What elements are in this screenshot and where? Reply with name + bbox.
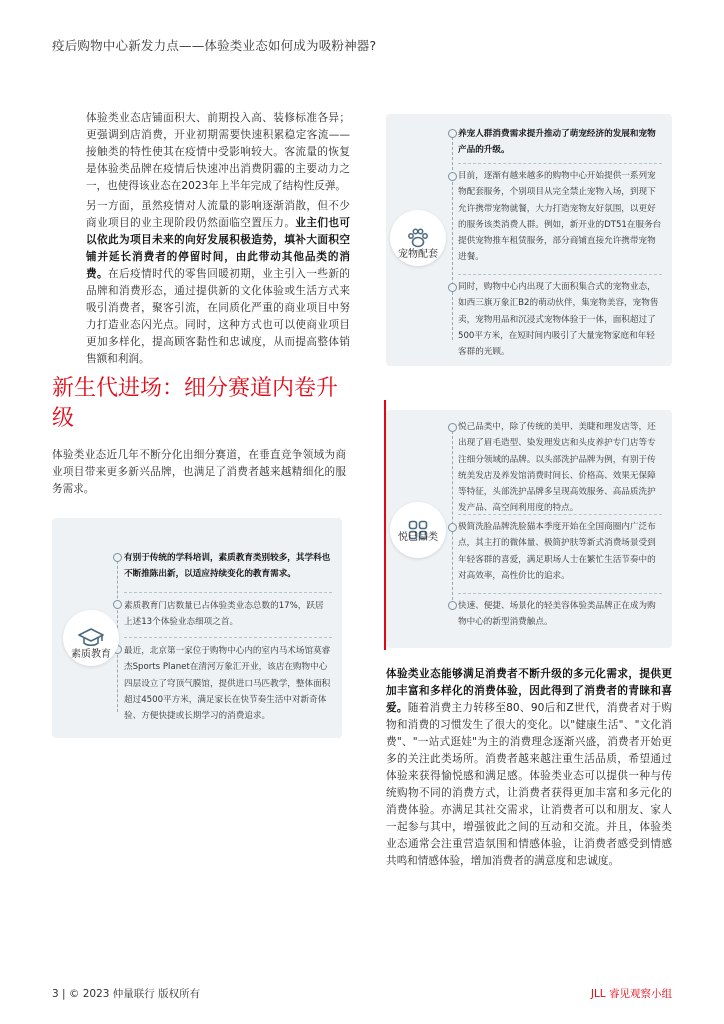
footer-brand: JLL 睿见观察小组 [590, 988, 672, 1000]
education-label: 素质教育 [71, 649, 111, 660]
conclusion-paragraph [386, 666, 672, 870]
conclusion-bold: 体验类业态能够满足消费者不断升级的多元化需求，提供更加丰富和多样化的消费体验，因此得到了消费者的青睐和喜爱。 [386, 668, 672, 714]
timeline-dot [448, 172, 457, 181]
vacancy-text-2: 在后疫情时代的零售回暖初期，业主引入一些新的品牌和消费形态，通过提供新的文化体验或生活方式来吸引消费者，聚客引流，在同质化严重的商业项目中努力打造业态闪光点。同时，这种方式也可以使商业项目更加多样化，提高顾客黏性和忠诚度，从而提高整体销售额和利润。 [86, 268, 351, 365]
education-item-3: 最近，北京第一家位于购物中心内的室内马术场馆莫睿杰Sports Planet在清河万象汇开业，该店在购物中心四层设立了穹顶气膜馆，提供进口马匹教学，整体面积超过4500平方米，满足家长在快节奏生活中对新奇体验、方便快捷或长期学习的消费追求。 [124, 646, 331, 722]
item-separator [458, 514, 662, 515]
item-separator [458, 593, 662, 594]
page-header-title: 疫后购物中心新发力点——体验类业态如何成为吸粉神器? [52, 38, 377, 53]
item-separator [458, 274, 662, 275]
beauty-item-1: 悦己品类中，除了传统的美甲、美睫和理发店等，还出现了眉毛造型、染发理发店和头皮养护专门店等专注细分领域的品牌。以头部洗护品牌为例，有别于传统美发店及养发馆消费时间长、价格高、效果无保障等特征，头部洗护品牌多呈现高效服务、高品质洗护发产品、高空间利用度的特点。 [458, 422, 656, 514]
education-item-1: 有别于传统的学科培训，素质教育类别较多，其学科也不断推陈出新，以适应持续变化的教育需求。 [124, 553, 331, 580]
pet-item-3: 同时，购物中心内出现了大面积集合式的宠物业态，如西三旗万象汇B2的萌动伙伴，集宠物美容，宠物售卖，宠物用品和沉浸式宠物体验于一体，面积超过了500平方米，在短时间内吸引了大量宠物家庭和年轻客群的光顾。 [458, 282, 659, 358]
timeline-dot [113, 553, 122, 562]
intro-paragraph: 体验类业态店铺面积大、前期投入高、装修标准各异；更强调到店消费，开业初期需要快速积累稳定客流——接触类的特性使其在疫情中受影响较大。客流量的恢复是体验类品牌在疫情后快速冲出消费阴霾的主要动力之一，也使得该业态在2023年上半年完成了结构性反弹。 [86, 112, 350, 192]
segment-paragraph: 体验类业态近几年不断分化出细分赛道，在垂直竞争领域为商业项目带来更多新兴品牌，也满足了消费者越来越精细化的服务需求。 [52, 449, 346, 495]
beauty-label: 悦己品类 [398, 532, 438, 543]
timeline-dot [448, 283, 457, 292]
pet-item-2: 目前，逐渐有越来越多的购物中心开始提供一系列宠物配套服务，个别项目从完全禁止宠物入场，到现下允许携带宠物就餐，大力打造宠物友好氛围，以更好的服务该类消费人群。例如，新开业的DT51在服务台提供宠物推车租赁服务，部分商铺直接允许携带宠物进餐。 [458, 171, 662, 263]
pet-timeline [452, 132, 453, 340]
vacancy-text-bold: 业主们也可以依此为项目未来的向好发展积极造势，填补大面积空铺并延长消费者的停留时间，由此带动其他品类的消费。 [86, 217, 351, 280]
timeline-dot [448, 423, 457, 432]
pet-item-1: 养宠人群消费需求提升推动了萌宠经济的发展和宠物产品的升级。 [458, 129, 656, 156]
education-item-2: 素质教育门店数量已占体验类业态总数的17%，跃居上述13个体验业态细项之首。 [124, 601, 324, 628]
item-separator [124, 637, 332, 638]
beauty-item-3: 快速、便捷、场景化的轻美容体验类品牌正在成为购物中心的新型消费触点。 [458, 601, 656, 628]
section-title: 新生代进场：细分赛道内卷升级 [52, 376, 339, 431]
beauty-timeline [452, 426, 453, 610]
footer-page-info: 3 | © 2023 仲量联行 版权所有 [52, 988, 201, 1000]
beauty-item-2: 极简洗脸品牌洗脸猫本季度开始在全国商圈内广泛布点，其主打的微体量、极简护肤等新式消费场景受到年轻客群的喜爱，满足职场人士在繁忙生活节奏中的对高效率，高性价比的追求。 [458, 522, 656, 581]
conclusion-text: 随着消费主力转移至80、90后和Z世代，消费者对于购物和消费的习惯发生了很大的变化。以"健康生活"、"文化消费"、"一站式逛娃"为主的消费理念逐渐兴盛，消费者开始更多的关注此类场所。消费者越来越注重生活品质，希望通过体验来获得愉悦感和满足感。体验类业态可以提供一种与传统购物不同的消费方式，让消费者获得更加丰富和多元化的消费体验。亦满足其社交需求，让消费者可以和朋友、家人一起参与其中，增强彼此之间的互动和交流。并且，体验类业态通常会注重营造氛围和情感体验，让消费者感受到情感共鸣和情感体验，增加消费者的满意度和忠诚度。 [386, 702, 673, 867]
timeline-dot [113, 600, 122, 609]
vacancy-paragraph [86, 198, 350, 368]
timeline-dot [448, 601, 457, 610]
timeline-dot [448, 129, 457, 138]
item-separator [124, 592, 332, 593]
item-separator [458, 163, 662, 164]
vacancy-text-1: 另一方面，虽然疫情对人流量的影响逐渐消散，但不少商业项目的业主现阶段仍然面临空置压力。 [86, 200, 350, 229]
pet-label: 宠物配套 [398, 249, 438, 260]
